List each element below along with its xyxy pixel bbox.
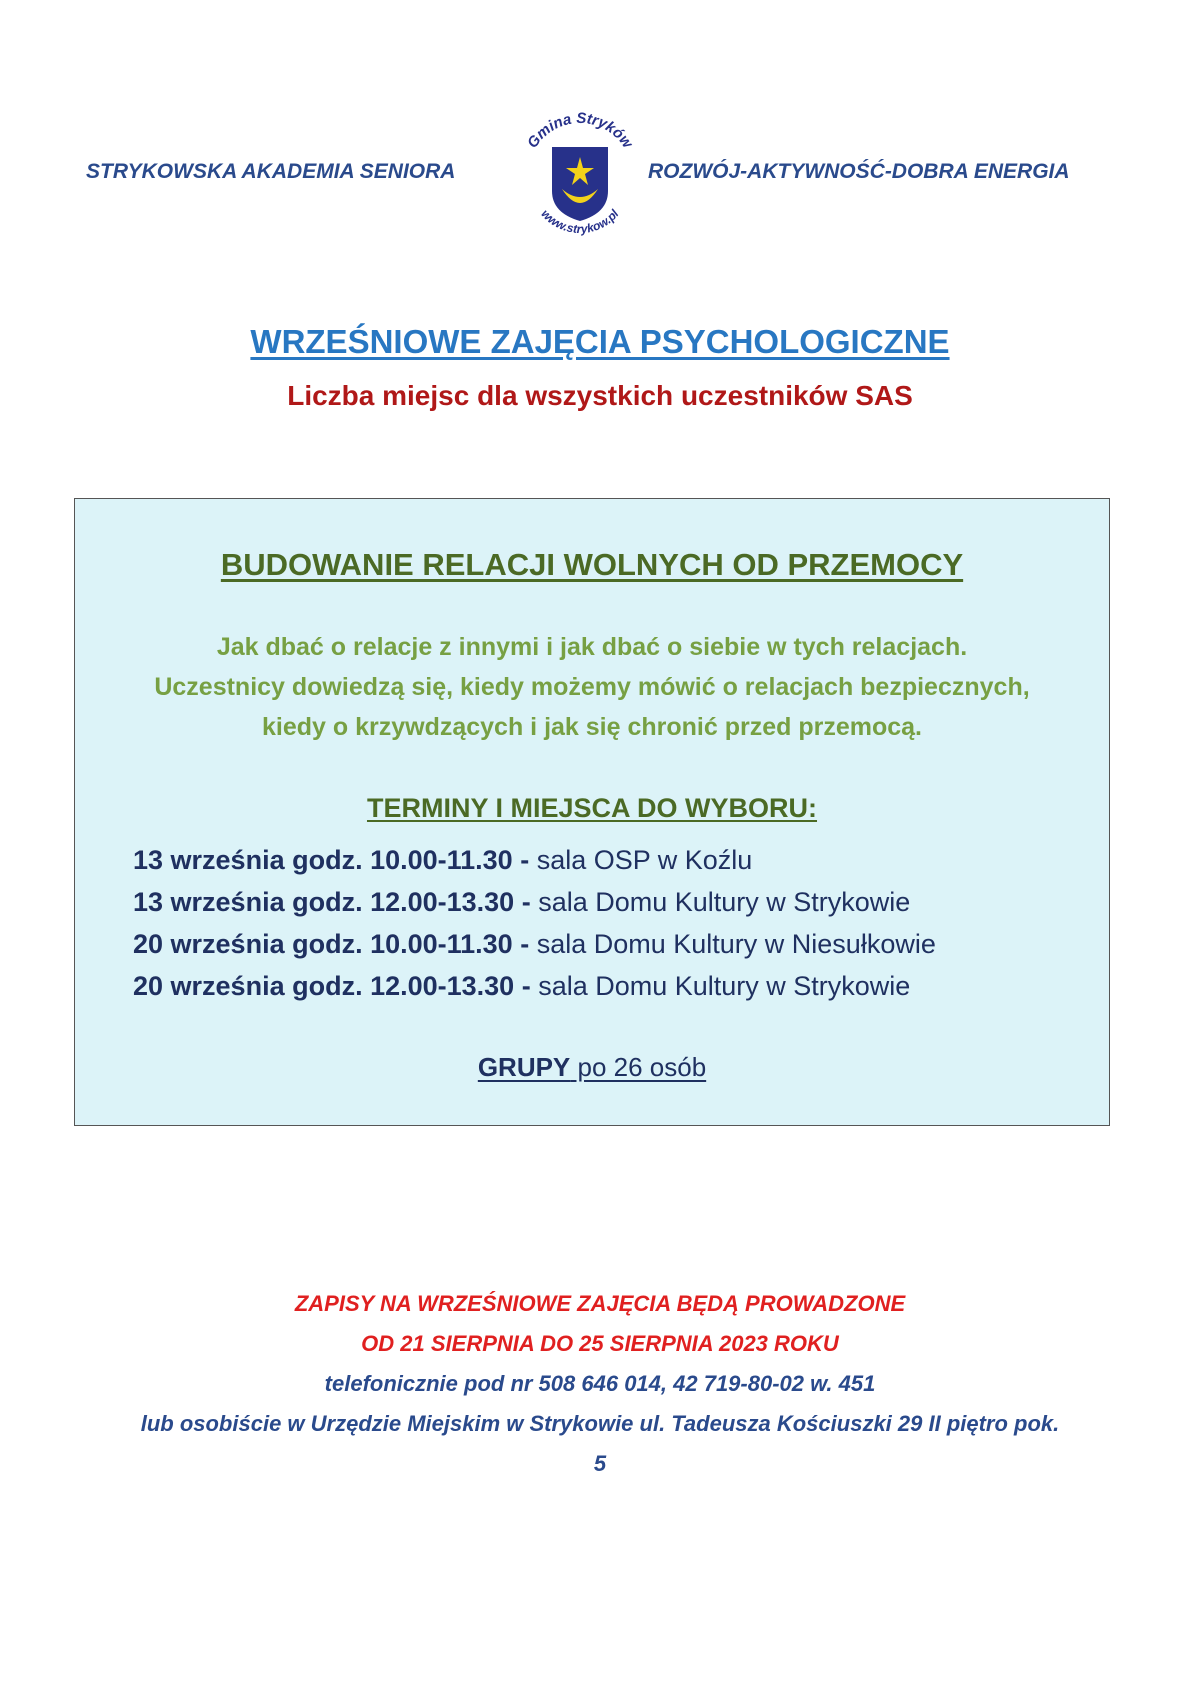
schedule-where: sala OSP w Koźlu bbox=[529, 845, 753, 875]
schedule-when: 13 września godz. 12.00-13.30 - bbox=[133, 887, 531, 917]
footer-line-dates: OD 21 SIERPNIA DO 25 SIERPNIA 2023 ROKU bbox=[361, 1331, 839, 1356]
info-box bbox=[74, 498, 1110, 1126]
schedule-item bbox=[133, 923, 936, 965]
schedule-item bbox=[133, 965, 936, 1007]
groups-info bbox=[75, 1052, 1109, 1083]
footer-line-registration: ZAPISY NA WRZEŚNIOWE ZAJĘCIA BĘDĄ PROWADZONE bbox=[294, 1291, 906, 1316]
description-line: Uczestnicy dowiedzą się, kiedy możemy mówić o relacjach bezpiecznych, bbox=[154, 673, 1030, 701]
logo-bottom-text: www.strykow.pl bbox=[538, 206, 622, 237]
footer-line-room: 5 bbox=[593, 1451, 607, 1476]
schedule-item bbox=[133, 839, 936, 881]
footer-line-address: lub osobiście w Urzędzie Miejskim w Strykowie ul. Tadeusza Kościuszki 29 II piętro pok. bbox=[140, 1411, 1060, 1436]
schedule-when: 13 września godz. 10.00-11.30 - bbox=[133, 845, 530, 875]
footer bbox=[0, 1284, 1200, 1484]
footer-line-phone: telefonicznie pod nr 508 646 014, 42 719-80-02 w. 451 bbox=[324, 1371, 876, 1396]
schedule-where: sala Domu Kultury w Strykowie bbox=[530, 971, 911, 1001]
logo-top-text: Gmina Stryków bbox=[524, 109, 636, 152]
schedule-when: 20 września godz. 10.00-11.30 - bbox=[133, 929, 530, 959]
gmina-strykow-logo bbox=[510, 105, 650, 255]
page-subtitle: Liczba miejsc dla wszystkich uczestników SAS bbox=[287, 380, 913, 411]
groups-size: po 26 osób bbox=[570, 1052, 707, 1082]
terms-heading: TERMINY I MIEJSCA DO WYBORU: bbox=[366, 793, 818, 823]
page-title: WRZEŚNIOWE ZAJĘCIA PSYCHOLOGICZNE bbox=[250, 323, 950, 360]
schedule-where: sala Domu Kultury w Niesułkowie bbox=[529, 929, 936, 959]
schedule-when: 20 września godz. 12.00-13.30 - bbox=[133, 971, 531, 1001]
box-heading: BUDOWANIE RELACJI WOLNYCH OD PRZEMOCY bbox=[220, 547, 964, 582]
groups-label: GRUPY bbox=[477, 1052, 571, 1082]
description-line: Jak dbać o relacje z innymi i jak dbać o siebie w tych relacjach. bbox=[216, 633, 968, 661]
schedule-list bbox=[133, 839, 936, 1007]
schedule-where: sala Domu Kultury w Strykowie bbox=[530, 887, 911, 917]
schedule-item bbox=[133, 881, 936, 923]
header-right-text: ROZWÓJ-AKTYWNOŚĆ-DOBRA ENERGIA bbox=[648, 160, 1070, 183]
description-line: kiedy o krzywdzących i jak się chronić przed przemocą. bbox=[262, 713, 922, 741]
header-left-text: STRYKOWSKA AKADEMIA SENIORA bbox=[86, 160, 456, 183]
svg-text:Gmina Stryków bbox=[524, 110, 637, 153]
description bbox=[75, 627, 1109, 747]
